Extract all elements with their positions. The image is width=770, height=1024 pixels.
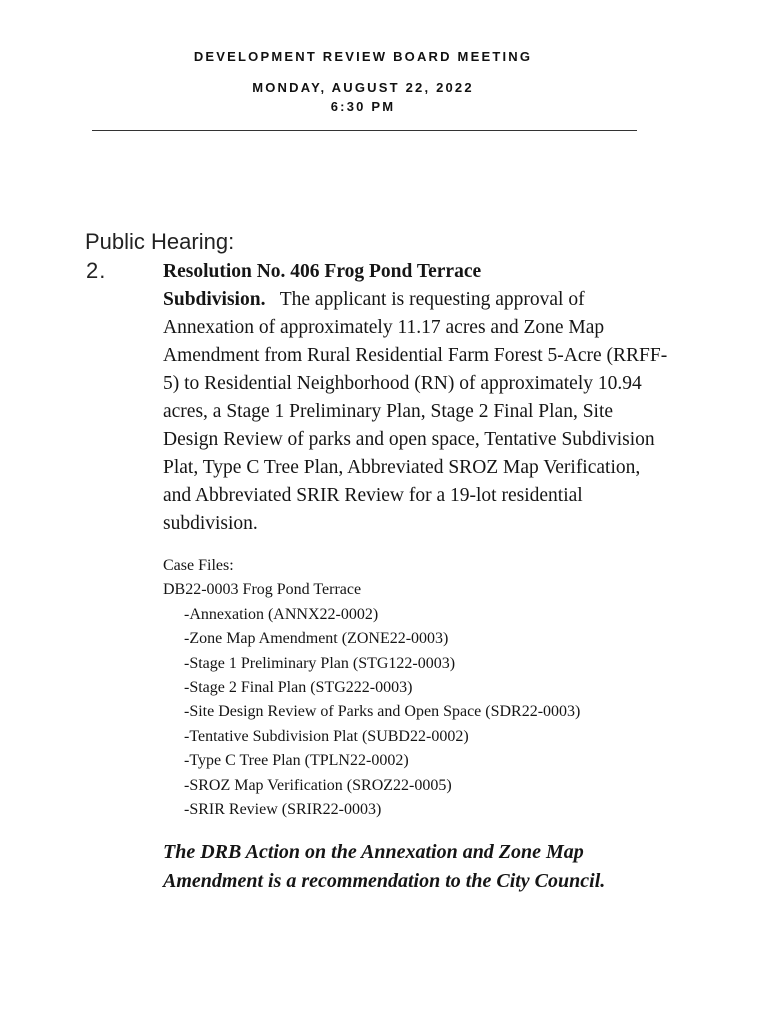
case-file-item: -Stage 2 Final Plan (STG222-0003) — [184, 679, 413, 697]
case-file-item: -Zone Map Amendment (ZONE22-0003) — [184, 630, 449, 648]
meeting-title: DEVELOPMENT REVIEW BOARD MEETING — [193, 49, 533, 64]
case-files — [163, 554, 683, 822]
section-heading: Public Hearing: — [85, 229, 235, 254]
case-file-item: -Tentative Subdivision Plat (SUBD22-0002) — [184, 727, 469, 745]
case-file-item: -SRIR Review (SRIR22-0003) — [184, 801, 382, 819]
case-file-item: -Annexation (ANNX22-0002) — [184, 605, 379, 623]
item-description-block — [163, 258, 673, 538]
item-title-line1: Resolution No. 406 Frog Pond Terrace — [163, 261, 482, 282]
case-files-main: DB22-0003 Frog Pond Terrace — [163, 581, 362, 599]
case-file-item: -Type C Tree Plan (TPLN22-0002) — [184, 752, 409, 770]
header-divider — [92, 130, 637, 131]
case-file-item: -Stage 1 Preliminary Plan (STG122-0003) — [184, 654, 456, 672]
case-files-label: Case Files: — [163, 557, 234, 574]
item-number: 2. — [86, 258, 107, 283]
item-title-line2: Subdivision. — [163, 289, 266, 310]
case-file-item: -SROZ Map Verification (SROZ22-0005) — [184, 776, 452, 794]
item-description: The applicant is requesting approval of Annexation of approximately 11.17 acres and Zone Map Amendment from Rural Residential Farm Forest 5-Acre (RRFF-5) to Residential Neighborhood (RN) of approximately 10.94 acres, a Stage 1 Preliminary Plan, Stage 2 Final Plan, Site Design Review of parks and open space, Tentative Subdivision Plat, Type C Tree Plan, Abbreviated SROZ Map Verification, and Abbreviated SRIR Review for a 19-lot residential subdivision. — [163, 289, 668, 534]
action-note: The DRB Action on the Annexation and Zone Map Amendment is a recommendation to the City Council. — [163, 841, 606, 892]
meeting-date: MONDAY, AUGUST 22, 2022 — [252, 80, 474, 95]
case-file-item: -Site Design Review of Parks and Open Space (SDR22-0003) — [184, 703, 581, 721]
meeting-time: 6:30 PM — [330, 99, 396, 114]
